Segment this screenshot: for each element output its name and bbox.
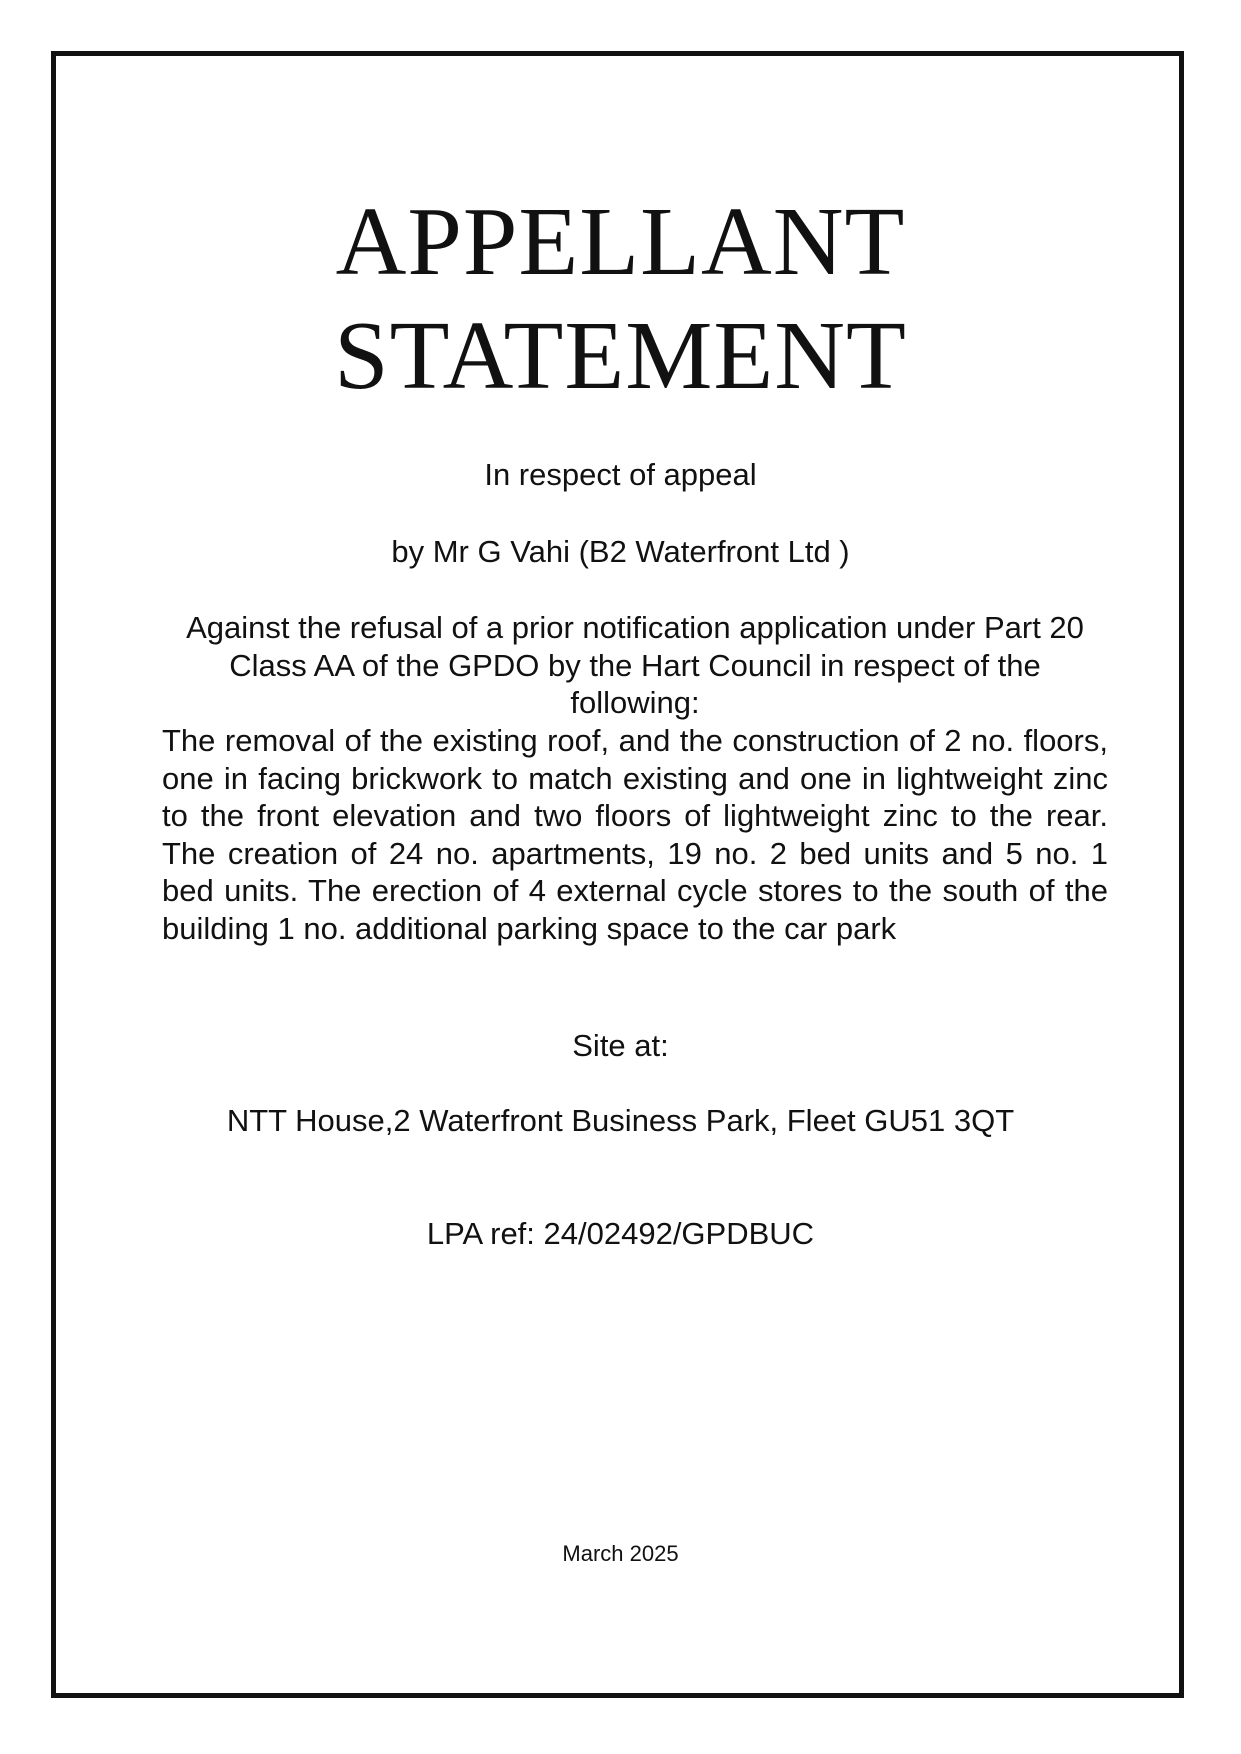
- appellant-line: by Mr G Vahi (B2 Waterfront Ltd ): [391, 534, 850, 569]
- against-paragraph: Against the refusal of a prior notification application under Part 20 Class AA of the GPDO by the Hart Council in respect of the following:: [186, 610, 1084, 720]
- in-respect-line: In respect of appeal: [484, 457, 757, 492]
- site-address: NTT House,2 Waterfront Business Park, Fleet GU51 3QT: [226, 1103, 1015, 1138]
- lpa-reference: LPA ref: 24/02492/GPDBUC: [426, 1216, 815, 1251]
- title-line-2: STATEMENT: [334, 302, 907, 410]
- description-paragraph: The removal of the existing roof, and the construction of 2 no. floors, one in facing brickwork to match existing and one in lightweight zinc to the front elevation and two floors of lightweight zinc to the rear. The creation of 24 no. apartments, 19 no. 2 bed units and 5 no. 1 bed units. The erection of 4 external cycle stores to the south of the building 1 no. additional parking space to the car park: [162, 723, 1108, 946]
- title-line-1: APPELLANT: [335, 188, 906, 296]
- document-date: March 2025: [562, 1541, 679, 1566]
- site-label: Site at:: [572, 1028, 669, 1063]
